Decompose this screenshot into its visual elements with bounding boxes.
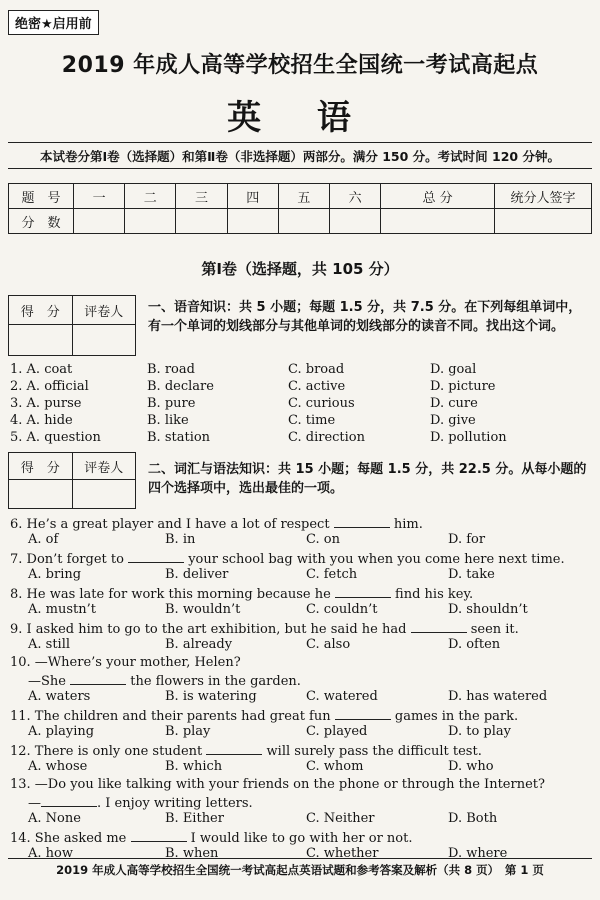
score-row-label: 分 数 [9, 209, 74, 234]
phonetics-option: B. station [147, 430, 211, 445]
phonetics-question-row [10, 362, 590, 379]
subject-title: 英 语 [227, 98, 373, 138]
answer-options [28, 759, 600, 776]
grader-blank [9, 480, 73, 509]
section2-instruction: 二、词汇与语法知识：共 15 小题；每题 1.5 分，共 22.5 分。从每小题的四个选择项中，选出最佳的一项。 [148, 462, 587, 496]
reviewer-label: 评卷人 [72, 453, 136, 480]
answer-option[interactable]: A. of [28, 532, 59, 547]
answer-option[interactable]: C. watered [306, 689, 378, 704]
question-stem [10, 707, 595, 724]
phonetics-option: D. pollution [430, 430, 507, 445]
answer-options [28, 689, 600, 706]
answer-option[interactable]: B. which [165, 759, 223, 774]
answer-option[interactable]: C. whether [306, 846, 379, 861]
answer-option[interactable]: D. where [448, 846, 508, 861]
stem-text: — [28, 796, 41, 811]
answer-option[interactable]: D. shouldn’t [448, 602, 528, 617]
page-footer: 2019 年成人高等学校招生全国统一考试高起点英语试题和参考答案及解析（共 8 页） 第 1 页 [56, 863, 544, 877]
answer-options [28, 567, 600, 584]
answer-blank[interactable] [411, 620, 467, 633]
phonetics-option: 2. A. official [10, 379, 89, 394]
answer-option[interactable]: D. often [448, 637, 501, 652]
reviewer-label: 评卷人 [72, 296, 136, 325]
phonetics-question-row [10, 413, 590, 430]
answer-blank[interactable] [128, 550, 184, 563]
score-label: 得 分 [9, 296, 73, 325]
stem-text: will surely pass the difficult test. [262, 744, 482, 759]
answer-option[interactable]: D. for [448, 532, 486, 547]
answer-option[interactable]: D. who [448, 759, 494, 774]
stem-text: him. [389, 517, 423, 532]
question-stem [10, 515, 595, 532]
phonetics-question-row [10, 396, 590, 413]
answer-option[interactable]: A. whose [28, 759, 88, 774]
answer-option[interactable]: B. play [165, 724, 211, 739]
question-stem [28, 672, 600, 689]
answer-option[interactable]: B. Either [165, 811, 224, 826]
score-cell-empty [278, 209, 329, 234]
phonetics-option: C. direction [288, 430, 365, 445]
question-stem [10, 829, 595, 846]
grader-box-2 [8, 452, 136, 509]
question-stem [10, 550, 595, 567]
confidential-badge: 绝密★启用前 [8, 10, 99, 35]
phonetics-option: B. like [147, 413, 189, 428]
phonetics-option: C. time [288, 413, 336, 428]
question-stem [10, 742, 595, 759]
score-table-cell: 总 分 [381, 184, 495, 209]
phonetics-option: 4. A. hide [10, 413, 73, 428]
footer-rule [8, 858, 592, 859]
score-table [8, 183, 592, 234]
stem-text: I would like to go with her or not. [186, 831, 413, 846]
answer-option[interactable]: A. bring [28, 567, 82, 582]
notice-bottom-rule [8, 168, 592, 169]
score-table-cell: 二 [125, 184, 176, 209]
grader-blank [9, 325, 73, 356]
phonetics-option: 5. A. question [10, 430, 101, 445]
notice-top-rule [8, 142, 592, 143]
answer-option[interactable]: C. fetch [306, 567, 358, 582]
answer-option[interactable]: C. played [306, 724, 368, 739]
answer-option[interactable]: C. couldn’t [306, 602, 378, 617]
answer-option[interactable]: B. is watering [165, 689, 257, 704]
answer-blank[interactable] [335, 707, 391, 720]
score-table-cell: 题 号 [9, 184, 74, 209]
answer-option[interactable]: A. mustn’t [28, 602, 96, 617]
phonetics-question-row [10, 379, 590, 396]
score-table-header-row [9, 184, 592, 209]
grader-box-1 [8, 295, 136, 356]
answer-blank[interactable] [206, 742, 262, 755]
answer-blank[interactable] [335, 585, 391, 598]
answer-blank[interactable] [70, 672, 126, 685]
score-cell-empty [176, 209, 227, 234]
phonetics-option: B. pure [147, 396, 196, 411]
score-label: 得 分 [9, 453, 73, 480]
score-table-cell: 三 [176, 184, 227, 209]
answer-option[interactable]: D. has watered [448, 689, 548, 704]
exam-title: 2019 年成人高等学校招生全国统一考试高起点 [61, 53, 539, 78]
stem-text: —She [28, 674, 71, 689]
answer-option[interactable]: A. waters [28, 689, 91, 704]
stem-text: seen it. [466, 622, 519, 637]
answer-option[interactable]: A. playing [28, 724, 95, 739]
phonetics-option: D. give [430, 413, 476, 428]
stem-text: 11. The children and their parents had great fun [10, 709, 335, 724]
phonetics-question-row [10, 430, 590, 447]
stem-text: 7. Don’t forget to [10, 552, 129, 567]
phonetics-option: B. declare [147, 379, 214, 394]
answer-option[interactable]: D. Both [448, 811, 498, 826]
question-stem [10, 620, 595, 637]
answer-option[interactable]: B. already [165, 637, 233, 652]
stem-text: 12. There is only one student [10, 744, 207, 759]
phonetics-option: 1. A. coat [10, 362, 73, 377]
stem-text: find his key. [390, 587, 474, 602]
question-stem [28, 794, 600, 811]
answer-option[interactable]: B. wouldn’t [165, 602, 241, 617]
phonetics-option: C. broad [288, 362, 345, 377]
stem-text: 14. She asked me [10, 831, 131, 846]
stem-text: . I enjoy writing letters. [97, 796, 253, 811]
score-cell-empty [495, 209, 592, 234]
question-stem [10, 585, 595, 602]
answer-options [28, 811, 600, 828]
grader-blank [72, 325, 136, 356]
phonetics-option: D. picture [430, 379, 496, 394]
phonetics-option: C. active [288, 379, 346, 394]
answer-options [28, 637, 600, 654]
answer-option[interactable]: B. deliver [165, 567, 229, 582]
stem-text: 8. He was late for work this morning because he [10, 587, 335, 602]
answer-option[interactable]: D. to play [448, 724, 511, 739]
phonetics-option: D. goal [430, 362, 477, 377]
answer-options [28, 846, 600, 863]
grader-blank [72, 480, 136, 509]
answer-option[interactable]: B. when [165, 846, 219, 861]
answer-options [28, 724, 600, 741]
phonetics-option: D. cure [430, 396, 478, 411]
score-cell-empty [330, 209, 381, 234]
score-table-cell: 六 [330, 184, 381, 209]
answer-option[interactable]: B. in [165, 532, 196, 547]
answer-blank[interactable] [131, 829, 187, 842]
phonetics-option: 3. A. purse [10, 396, 82, 411]
answer-blank[interactable] [41, 794, 97, 807]
section1-instruction: 一、语音知识：共 5 小题；每题 1.5 分，共 7.5 分。在下列每组单词中，有一个单词的划线部分与其他单词的划线部分的读音不同。找出这个词。 [148, 300, 582, 334]
score-cell-empty [125, 209, 176, 234]
question-prompt: 13. —Do you like talking with your friends on the phone or through the Internet? [10, 777, 545, 792]
score-cell-empty [381, 209, 495, 234]
stem-text: 6. He’s a great player and I have a lot of respect [10, 517, 334, 532]
answer-option[interactable]: C. whom [306, 759, 364, 774]
score-table-score-row [9, 209, 592, 234]
answer-option[interactable]: D. take [448, 567, 495, 582]
phonetics-option: B. road [147, 362, 195, 377]
phonetics-option: C. curious [288, 396, 355, 411]
answer-options [28, 532, 600, 549]
answer-option[interactable]: C. also [306, 637, 351, 652]
stem-text: your school bag with you when you come here next time. [184, 552, 565, 567]
stem-text: 9. I asked him to go to the art exhibition, but he said he had [10, 622, 411, 637]
stem-text: the flowers in the garden. [126, 674, 301, 689]
answer-option[interactable]: C. Neither [306, 811, 375, 826]
part1-title: 第Ⅰ卷（选择题，共 105 分） [201, 260, 399, 278]
score-cell-empty [227, 209, 278, 234]
answer-option[interactable]: C. on [306, 532, 340, 547]
answer-option[interactable]: A. None [28, 811, 81, 826]
score-table-cell: 统分人签字 [495, 184, 592, 209]
question-prompt: 10. —Where’s your mother, Helen? [10, 655, 241, 670]
answer-option[interactable]: A. still [28, 637, 71, 652]
exam-notice: 本试卷分第Ⅰ卷（选择题）和第Ⅱ卷（非选择题）两部分。满分 150 分。考试时间 120 分钟。 [40, 149, 560, 164]
score-table-cell: 四 [227, 184, 278, 209]
score-cell-empty [74, 209, 125, 234]
answer-option[interactable]: A. how [28, 846, 73, 861]
stem-text: games in the park. [390, 709, 519, 724]
answer-blank[interactable] [334, 515, 390, 528]
score-table-cell: 五 [278, 184, 329, 209]
answer-options [28, 602, 600, 619]
score-table-cell: 一 [74, 184, 125, 209]
